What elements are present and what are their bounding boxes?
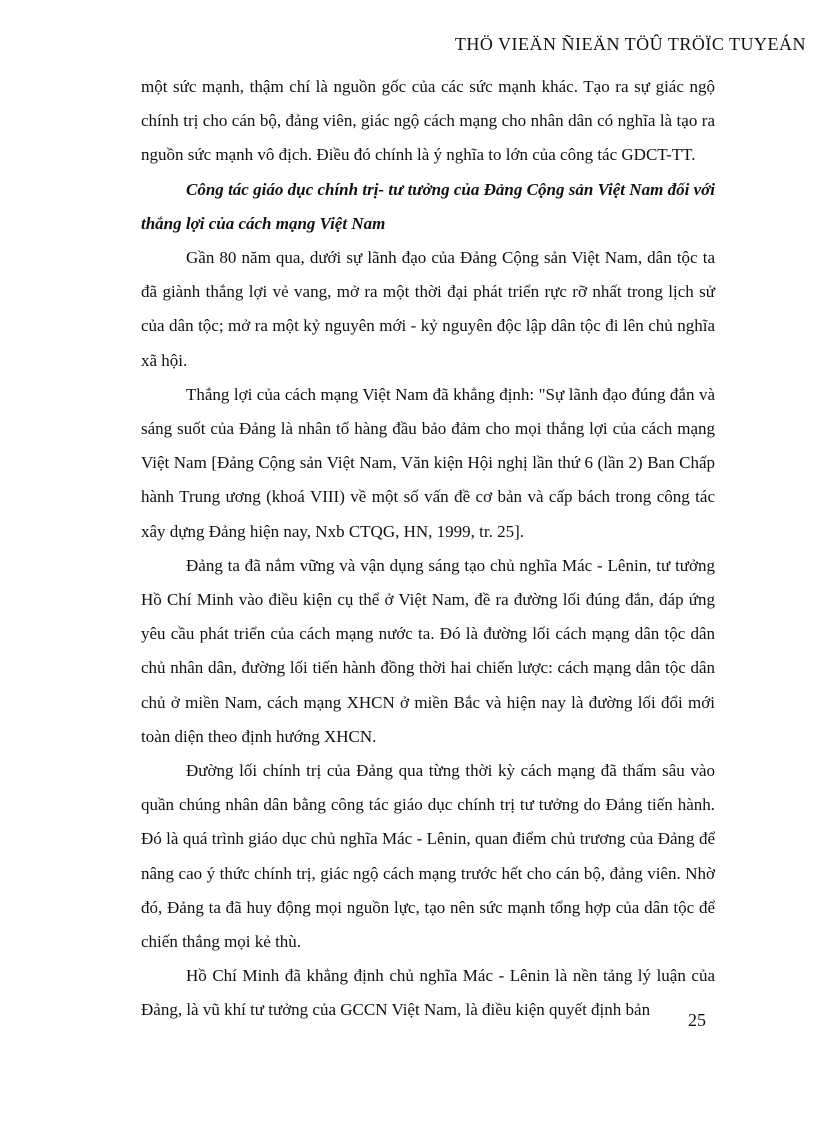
- paragraph-continuation: một sức mạnh, thậm chí là nguồn gốc của các sức mạnh khác. Tạo ra sự giác ngộ chính trị cho cán bộ, đảng viên, giác ngộ cách mạng cho nhân dân có nghĩa là tạo ra nguồn sức mạnh vô địch. Điều đó chính là ý nghĩa to lớn của công tác GDCT-TT.: [141, 77, 715, 165]
- paragraph: Hồ Chí Minh đã khẳng định chủ nghĩa Mác - Lênin là nền tảng lý luận của Đảng, là vũ khí tư tưởng của GCCN Việt Nam, là điều kiện quyết định bản: [141, 966, 715, 1020]
- paragraph: Gần 80 năm qua, dưới sự lãnh đạo của Đảng Cộng sản Việt Nam, dân tộc ta đã giành thắng lợi vẻ vang, mở ra một thời đại phát triển rực rỡ nhất trong lịch sử của dân tộc; mở ra một kỷ nguyên mới - kỷ nguyên độc lập dân tộc đi lên chủ nghĩa xã hội.: [141, 248, 715, 370]
- paragraph: Đảng ta đã nắm vững và vận dụng sáng tạo chủ nghĩa Mác - Lênin, tư tưởng Hồ Chí Minh vào điều kiện cụ thể ở Việt Nam, đề ra đường lối đúng đắn, đáp ứng yêu cầu phát triển của cách mạng nước ta. Đó là đường lối cách mạng dân tộc dân chủ nhân dân, đường lối tiến hành đồng thời hai chiến lược: cách mạng dân tộc dân chủ ở miền Nam, cách mạng XHCN ở miền Bắc và hiện nay là đường lối đổi mới toàn diện theo định hướng XHCN.: [141, 555, 715, 746]
- page-body: [141, 70, 715, 1028]
- page-number: 25: [688, 1010, 706, 1030]
- section-heading: Công tác giáo dục chính trị- tư tưởng của Đảng Cộng sản Việt Nam đối với thắng lợi của cách mạng Việt Nam: [141, 179, 715, 233]
- paragraph: Thắng lợi của cách mạng Việt Nam đã khẳng định: "Sự lãnh đạo đúng đắn và sáng suốt của Đảng là nhân tố hàng đầu bảo đảm cho mọi thắng lợi của cách mạng Việt Nam [Đảng Cộng sản Việt Nam, Văn kiện Hội nghị lần thứ 6 (lần 2) Ban Chấp hành Trung ương (khoá VIII) về một số vấn đề cơ bản và cấp bách trong công tác xây dựng Đảng hiện nay, Nxb CTQG, HN, 1999, tr. 25].: [141, 384, 715, 541]
- page-header: THÖ VIEÄN ÑIEÄN TÖÛ TRÖÏC TUYEÁN: [454, 34, 806, 54]
- paragraph: Đường lối chính trị của Đảng qua từng thời kỳ cách mạng đã thấm sâu vào quần chúng nhân dân bằng công tác giáo dục chính trị tư tưởng do Đảng tiến hành. Đó là quá trình giáo dục chủ nghĩa Mác - Lênin, quan điểm chủ trương của Đảng để nâng cao ý thức chính trị, giác ngộ cách mạng trước hết cho cán bộ, đảng viên. Nhờ đó, Đảng ta đã huy động mọi nguồn lực, tạo nên sức mạnh tổng hợp của dân tộc để chiến thắng mọi kẻ thù.: [141, 761, 715, 952]
